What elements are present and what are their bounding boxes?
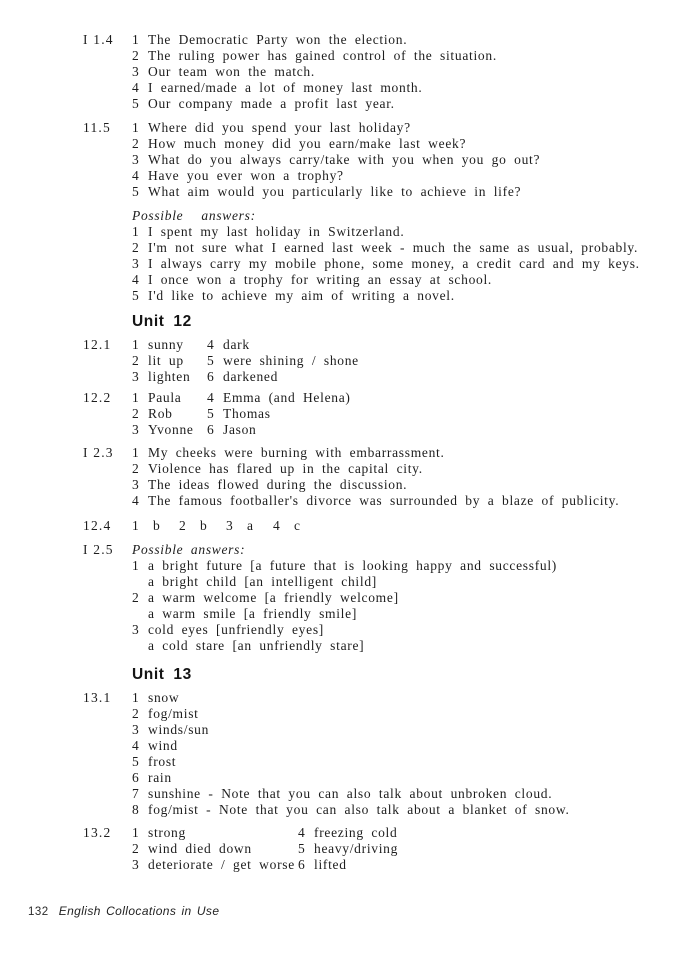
- answer-cell: [207, 353, 359, 369]
- item-text: wind died down: [148, 841, 252, 856]
- item-text: I'd like to achieve my aim of writing a novel.: [148, 288, 455, 303]
- item-number: 2: [132, 590, 140, 605]
- item-number: 5: [132, 96, 140, 111]
- answer-line: [132, 738, 700, 754]
- item-text: Rob: [148, 406, 173, 421]
- item-text: a cold stare [an unfriendly stare]: [148, 638, 365, 653]
- item-number: 2: [179, 518, 187, 533]
- answer-line: [132, 574, 700, 590]
- answer-line: [132, 606, 700, 622]
- answer-line: [132, 706, 700, 722]
- answer-line: [132, 622, 700, 638]
- page-footer: [28, 904, 219, 918]
- item-number: 1: [132, 224, 140, 239]
- answer-cell: [132, 390, 207, 406]
- item-text: Our company made a profit last year.: [148, 96, 395, 111]
- answer-line: [132, 32, 700, 48]
- section-label: 12.1: [83, 337, 112, 352]
- section-label: 11.5: [83, 120, 111, 135]
- item-number: [132, 606, 148, 622]
- answer-line: [132, 224, 700, 240]
- item-text: Yvonne: [148, 422, 194, 437]
- item-number: 4: [273, 518, 281, 533]
- unit-12-heading: Unit 12: [132, 313, 192, 330]
- section-12-5: [0, 542, 700, 654]
- section-label: I 2.3: [83, 445, 114, 460]
- answer-line: [132, 461, 700, 477]
- item-text: Our team won the match.: [148, 64, 315, 79]
- section-12-2: [0, 390, 700, 438]
- item-number: 3: [132, 369, 140, 384]
- answer-line: [132, 390, 700, 406]
- answer-line: [132, 477, 700, 493]
- item-number: 2: [132, 406, 140, 421]
- item-text: The ideas flowed during the discussion.: [148, 477, 408, 492]
- section-body: [132, 390, 700, 438]
- answer-cell: [132, 353, 207, 369]
- item-text: Where did you spend your last holiday?: [148, 120, 411, 135]
- item-number: 5: [298, 841, 306, 856]
- answer-line: [132, 136, 700, 152]
- answer-line: [132, 288, 700, 304]
- item-number: 2: [132, 706, 140, 721]
- answer-line: [132, 493, 700, 509]
- item-number: 5: [207, 353, 215, 368]
- item-number: 5: [207, 406, 215, 421]
- answer-pair: [179, 518, 226, 534]
- item-text: a warm welcome [a friendly welcome]: [148, 590, 399, 605]
- item-number: 1: [132, 390, 140, 405]
- item-text: fog/mist: [148, 706, 199, 721]
- section-13-1: [0, 690, 700, 818]
- item-text: I earned/made a lot of money last month.: [148, 80, 423, 95]
- item-text: I spent my last holiday in Switzerland.: [148, 224, 405, 239]
- answer-pair: [273, 518, 320, 534]
- section-12-4: [0, 518, 700, 534]
- possible-answers-heading: Possible answers:: [132, 208, 256, 223]
- answer-cell: [132, 406, 207, 422]
- item-text: lighten: [148, 369, 191, 384]
- item-text: How much money did you earn/make last week?: [148, 136, 467, 151]
- answer-line: [132, 48, 700, 64]
- answer-cell: [207, 369, 278, 385]
- item-text: lit up: [148, 353, 184, 368]
- item-number: 3: [132, 256, 140, 271]
- answer-cell: [298, 841, 398, 857]
- item-number: 6: [207, 422, 215, 437]
- item-text: frost: [148, 754, 177, 769]
- item-text: I once won a trophy for writing an essay at school.: [148, 272, 493, 287]
- item-number: 2: [132, 461, 140, 476]
- answer-line: [132, 256, 700, 272]
- answer-cell: [132, 841, 298, 857]
- item-number: 6: [132, 770, 140, 785]
- item-text: sunshine - Note that you can also talk about unbroken cloud.: [148, 786, 553, 801]
- item-text: Jason: [223, 422, 257, 437]
- item-text: The ruling power has gained control of the situation.: [148, 48, 497, 63]
- item-number: 6: [298, 857, 306, 872]
- item-text: What aim would you particularly like to achieve in life?: [148, 184, 522, 199]
- item-number: 6: [207, 369, 215, 384]
- item-text: deteriorate / get worse: [148, 857, 295, 872]
- item-text: I'm not sure what I earned last week - much the same as usual, probably.: [148, 240, 639, 255]
- answer-line: [132, 754, 700, 770]
- section-label: 12.4: [83, 518, 112, 533]
- answer-line: [132, 825, 700, 841]
- section-body: [132, 542, 700, 654]
- section-12-1: [0, 337, 700, 385]
- item-text: wind: [148, 738, 178, 753]
- item-text: freezing cold: [314, 825, 398, 840]
- item-text: fog/mist - Note that you can also talk about a blanket of snow.: [148, 802, 570, 817]
- item-number: 1: [132, 337, 140, 352]
- answer-line: [132, 184, 700, 200]
- item-text: a bright child [an intelligent child]: [148, 574, 377, 589]
- item-number: 4: [132, 738, 140, 753]
- answer-line: [132, 80, 700, 96]
- section-label: 12.2: [83, 390, 112, 405]
- section-body: [132, 32, 700, 112]
- answer-cell: [132, 422, 207, 438]
- page-number: 132: [28, 906, 49, 918]
- item-number: 2: [132, 136, 140, 151]
- section-label: 13.1: [83, 690, 112, 705]
- item-number: 4: [132, 80, 140, 95]
- item-text: My cheeks were burning with embarrassment.: [148, 445, 445, 460]
- item-text: The Democratic Party won the election.: [148, 32, 408, 47]
- answer-line: [132, 422, 700, 438]
- item-text: Have you ever won a trophy?: [148, 168, 344, 183]
- answer-line: [132, 272, 700, 288]
- item-text: were shining / shone: [223, 353, 359, 368]
- answer-cell: [298, 857, 347, 873]
- item-text: a: [247, 518, 254, 533]
- section-12-3: [0, 445, 700, 509]
- item-text: Paula: [148, 390, 182, 405]
- item-text: lifted: [314, 857, 347, 872]
- item-number: 3: [132, 422, 140, 437]
- item-text: strong: [148, 825, 186, 840]
- item-number: 4: [298, 825, 306, 840]
- item-text: What do you always carry/take with you when you go out?: [148, 152, 541, 167]
- answer-line: [132, 590, 700, 606]
- answer-line: [132, 841, 700, 857]
- answer-line: [132, 857, 700, 873]
- answer-line: [132, 445, 700, 461]
- item-number: 4: [132, 493, 140, 508]
- item-number: 3: [226, 518, 234, 533]
- section-13-2: [0, 825, 700, 873]
- item-text: snow: [148, 690, 180, 705]
- answer-cell: [207, 422, 257, 438]
- answer-cell: [298, 825, 397, 841]
- item-text: darkened: [223, 369, 279, 384]
- item-number: 1: [132, 445, 140, 460]
- section-body: [132, 825, 700, 873]
- item-text: Thomas: [223, 406, 271, 421]
- answer-line: [132, 369, 700, 385]
- book-title: English Collocations in Use: [58, 904, 220, 918]
- item-text: I always carry my mobile phone, some money, a credit card and my keys.: [148, 256, 640, 271]
- item-text: dark: [223, 337, 250, 352]
- item-number: 4: [207, 390, 215, 405]
- item-number: 5: [132, 184, 140, 199]
- answer-line: [132, 96, 700, 112]
- item-number: 4: [132, 272, 140, 287]
- section-body: [132, 337, 700, 385]
- item-number: 2: [132, 48, 140, 63]
- section-11-5: [0, 120, 700, 304]
- answer-line: [132, 120, 700, 136]
- item-text: sunny: [148, 337, 184, 352]
- item-number: [132, 574, 148, 590]
- item-number: 1: [132, 558, 140, 573]
- item-number: 3: [132, 64, 140, 79]
- item-number: 8: [132, 802, 140, 817]
- answer-line: [132, 690, 700, 706]
- item-number: 3: [132, 857, 140, 872]
- answer-line: [132, 406, 700, 422]
- answer-line: [132, 722, 700, 738]
- answer-line: [132, 152, 700, 168]
- answer-cell: [207, 337, 250, 353]
- answer-line: [132, 518, 700, 534]
- answer-cell: [207, 390, 351, 406]
- answer-line: [132, 240, 700, 256]
- answer-line: [132, 786, 700, 802]
- answer-pair: [132, 518, 179, 534]
- answer-line: [132, 638, 700, 654]
- answer-cell: [132, 857, 298, 873]
- item-text: heavy/driving: [314, 841, 399, 856]
- section-label: I 2.5: [83, 542, 114, 557]
- item-number: 7: [132, 786, 140, 801]
- item-number: 1: [132, 690, 140, 705]
- item-text: Violence has flared up in the capital city.: [148, 461, 423, 476]
- possible-answers-block: [132, 208, 700, 304]
- item-number: 3: [132, 722, 140, 737]
- item-text: winds/sun: [148, 722, 210, 737]
- item-text: a bright future [a future that is looking happy and successful): [148, 558, 558, 573]
- item-number: 1: [132, 518, 140, 533]
- item-number: 5: [132, 754, 140, 769]
- item-text: a warm smile [a friendly smile]: [148, 606, 358, 621]
- answer-pair: [226, 518, 273, 534]
- item-number: 1: [132, 120, 140, 135]
- item-number: 2: [132, 353, 140, 368]
- possible-answers-heading: Possible answers:: [132, 542, 246, 557]
- item-number: 1: [132, 32, 140, 47]
- item-text: c: [294, 518, 301, 533]
- section-body: [132, 445, 700, 509]
- item-text: rain: [148, 770, 172, 785]
- section-label: 13.2: [83, 825, 112, 840]
- answer-cell: [132, 369, 207, 385]
- item-number: 3: [132, 477, 140, 492]
- section-11-4: [0, 32, 700, 112]
- answer-cell: [207, 406, 271, 422]
- answer-line: [132, 168, 700, 184]
- section-body: [132, 518, 700, 534]
- answer-line: [132, 337, 700, 353]
- item-number: 4: [132, 168, 140, 183]
- item-number: 1: [132, 825, 140, 840]
- item-number: 3: [132, 152, 140, 167]
- item-number: 2: [132, 240, 140, 255]
- item-text: Emma (and Helena): [223, 390, 351, 405]
- item-text: The famous footballer's divorce was surrounded by a blaze of publicity.: [148, 493, 620, 508]
- item-text: cold eyes [unfriendly eyes]: [148, 622, 324, 637]
- answer-cell: [132, 337, 207, 353]
- item-number: 4: [207, 337, 215, 352]
- answer-line: [132, 802, 700, 818]
- item-number: 3: [132, 622, 140, 637]
- answer-cell: [132, 825, 298, 841]
- section-label: I 1.4: [83, 32, 114, 47]
- item-number: 2: [132, 841, 140, 856]
- unit-13-heading: Unit 13: [132, 666, 192, 683]
- item-number: [132, 638, 148, 654]
- answer-line: [132, 770, 700, 786]
- section-body: [132, 120, 700, 304]
- answer-line: [132, 558, 700, 574]
- answer-line: [132, 353, 700, 369]
- item-text: b: [200, 518, 208, 533]
- section-body: [132, 690, 700, 818]
- item-number: 5: [132, 288, 140, 303]
- item-text: b: [153, 518, 161, 533]
- answer-line: [132, 64, 700, 80]
